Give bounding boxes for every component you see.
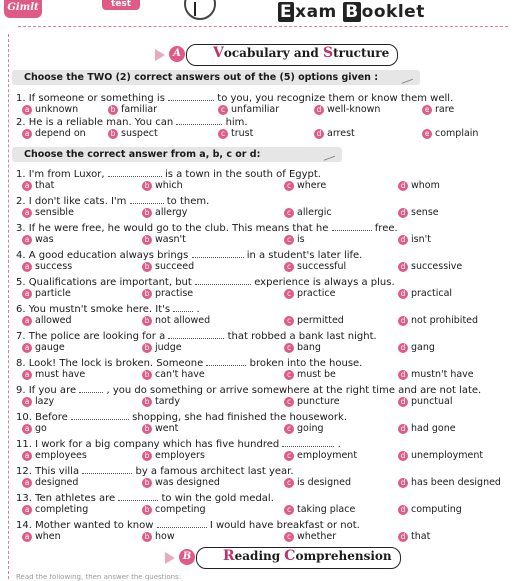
option-text: wasn't xyxy=(155,234,186,245)
option-letter-badge: c xyxy=(284,262,294,272)
option-a[interactable] xyxy=(22,104,78,116)
option-letter-badge: c xyxy=(284,289,294,299)
answer-blank xyxy=(206,357,246,366)
option-letter-badge: a xyxy=(22,451,32,461)
option-text: is xyxy=(297,234,305,245)
instruction-text: Choose the TWO (2) correct answers out of the (5) options given : xyxy=(24,72,379,83)
option-b[interactable] xyxy=(142,423,178,435)
answer-blank xyxy=(168,330,224,339)
question-number: 2. xyxy=(16,196,26,207)
question-stem-end: broken into the house. xyxy=(249,358,363,369)
answer-blank xyxy=(332,222,372,231)
option-c[interactable] xyxy=(284,423,324,435)
option-text: went xyxy=(155,423,179,434)
arrow-icon xyxy=(165,552,175,564)
option-text: was designed xyxy=(155,477,220,488)
question-stem-start: He is a reliable man. You can xyxy=(28,117,174,128)
option-text: taking place xyxy=(297,504,356,515)
option-text: going xyxy=(297,423,324,434)
answer-blank xyxy=(130,195,164,204)
option-a[interactable] xyxy=(22,450,87,462)
option-letter-badge: d xyxy=(398,478,408,488)
option-letter-badge: e xyxy=(422,105,432,115)
answer-blank xyxy=(192,249,244,258)
question-number: 4. xyxy=(16,250,26,261)
option-letter-badge: a xyxy=(22,181,32,191)
option-a[interactable] xyxy=(22,128,86,140)
question-stem-end: that robbed a bank last night. xyxy=(227,331,377,342)
option-c[interactable] xyxy=(284,504,355,516)
option-text: rare xyxy=(435,104,455,115)
option-text: success xyxy=(35,261,73,272)
divider-left xyxy=(8,34,9,579)
binder-ring-pin-icon xyxy=(194,2,196,16)
option-letter-badge: a xyxy=(22,129,32,139)
option-text: that xyxy=(411,531,431,542)
option-e[interactable] xyxy=(422,128,478,140)
option-letter-badge: b xyxy=(142,478,152,488)
option-c[interactable] xyxy=(284,369,336,381)
option-d[interactable] xyxy=(398,261,462,273)
option-b[interactable] xyxy=(142,180,183,192)
option-text: successful xyxy=(297,261,347,272)
option-d[interactable] xyxy=(398,315,478,327)
question-stem-start: This villa xyxy=(35,466,80,477)
test-tab: test xyxy=(102,0,140,10)
option-letter-badge: c xyxy=(284,478,294,488)
option-letter-badge: c xyxy=(284,343,294,353)
option-text: employees xyxy=(35,450,87,461)
answer-blank xyxy=(82,465,132,474)
question-number: 2. xyxy=(16,117,26,128)
option-letter-badge: d xyxy=(398,451,408,461)
option-text: must be xyxy=(297,369,336,380)
option-letter-badge: b xyxy=(142,397,152,407)
option-letter-badge: a xyxy=(22,316,32,326)
option-a[interactable] xyxy=(22,477,78,489)
question-stem-end: , you do something or arrive somewhere at the right time and are not late. xyxy=(106,385,482,396)
option-c[interactable] xyxy=(284,477,351,489)
answer-blank xyxy=(173,303,193,312)
option-letter-badge: a xyxy=(22,370,32,380)
option-text: where xyxy=(297,180,327,191)
option-letter-badge: c xyxy=(218,129,228,139)
option-text: employers xyxy=(155,450,205,461)
option-letter-badge: b xyxy=(142,208,152,218)
option-d[interactable] xyxy=(398,423,456,435)
option-text: judge xyxy=(155,342,182,353)
question-number: 12. xyxy=(16,466,32,477)
option-text: gauge xyxy=(35,342,65,353)
option-d[interactable] xyxy=(398,180,440,192)
option-text: particle xyxy=(35,288,71,299)
option-letter-badge: b xyxy=(142,289,152,299)
question-stem-end: shopping, she had finished the housework. xyxy=(132,412,347,423)
option-text: unknown xyxy=(35,104,79,115)
option-c[interactable] xyxy=(284,342,321,354)
option-letter-badge: d xyxy=(314,105,324,115)
answer-blank xyxy=(168,92,214,101)
option-text: allowed xyxy=(35,315,72,326)
option-letter-badge: b xyxy=(142,235,152,245)
option-letter-badge: e xyxy=(422,129,432,139)
option-letter-badge: d xyxy=(398,235,408,245)
option-text: arrest xyxy=(327,128,355,139)
option-letter-badge: a xyxy=(22,343,32,353)
answer-blank xyxy=(79,384,103,393)
option-text: isn't xyxy=(411,234,431,245)
option-text: not allowed xyxy=(155,315,211,326)
instruction-bar-2 xyxy=(12,147,342,162)
option-b[interactable] xyxy=(142,531,175,543)
option-letter-badge: c xyxy=(284,370,294,380)
section-letter-badge: A xyxy=(169,46,185,62)
option-text: succeed xyxy=(155,261,195,272)
option-text: unemployment xyxy=(411,450,484,461)
option-text: punctual xyxy=(411,396,453,407)
option-text: go xyxy=(35,423,47,434)
question-stem-end: him. xyxy=(225,117,248,128)
option-text: unfamiliar xyxy=(231,104,280,115)
option-letter-badge: b xyxy=(142,343,152,353)
question-number: 14. xyxy=(16,520,32,531)
option-text: must have xyxy=(35,369,86,380)
section-a-heading: A Vocabulary and Structure xyxy=(186,44,398,66)
option-d[interactable] xyxy=(398,342,435,354)
option-text: had gone xyxy=(411,423,456,434)
option-letter-badge: c xyxy=(284,451,294,461)
instruction-bar-1 xyxy=(12,70,420,85)
option-text: computing xyxy=(411,504,462,515)
option-c[interactable] xyxy=(284,531,336,543)
option-letter-badge: c xyxy=(284,208,294,218)
answer-blank xyxy=(195,276,251,285)
question-stem-start: Qualifications are important, but xyxy=(28,277,192,288)
option-text: practice xyxy=(297,288,336,299)
reading-instruction-cut: Read the following, then answer the questions: xyxy=(16,574,182,581)
question-stem-start: Mother wanted to know xyxy=(35,520,154,531)
option-a[interactable] xyxy=(22,315,72,327)
question-stem-start: A good education always brings xyxy=(28,250,189,261)
question-text xyxy=(16,276,395,289)
option-letter-badge: d xyxy=(398,208,408,218)
option-letter-badge: d xyxy=(398,505,408,515)
answer-blank xyxy=(282,438,334,447)
title-word-booklet-rest: ooklet xyxy=(361,2,425,22)
option-d[interactable] xyxy=(398,531,430,543)
question-stem-end: . xyxy=(196,304,200,315)
question-stem-end: free. xyxy=(374,223,398,234)
question-text xyxy=(16,222,398,235)
option-a[interactable] xyxy=(22,531,61,543)
option-letter-badge: d xyxy=(398,397,408,407)
option-a[interactable] xyxy=(22,369,85,381)
option-letter-badge: b xyxy=(142,505,152,515)
option-text: bang xyxy=(297,342,321,353)
option-d[interactable] xyxy=(314,128,355,140)
question-number: 11. xyxy=(16,439,32,450)
option-text: allergic xyxy=(297,207,332,218)
question-number: 8. xyxy=(16,358,26,369)
option-b[interactable] xyxy=(142,477,220,489)
option-b[interactable] xyxy=(142,315,210,327)
option-b[interactable] xyxy=(142,504,206,516)
title-initial-b: B xyxy=(345,2,359,22)
option-b[interactable] xyxy=(142,288,193,300)
option-letter-badge: a xyxy=(22,532,32,542)
pen-icon xyxy=(399,71,413,84)
option-letter-badge: d xyxy=(398,424,408,434)
option-letter-badge: c xyxy=(284,532,294,542)
pen-icon xyxy=(321,148,335,161)
question-stem-end: . xyxy=(337,439,341,450)
option-d[interactable] xyxy=(398,234,431,246)
question-stem-end: to win the gold medal. xyxy=(161,493,274,504)
option-c[interactable] xyxy=(218,104,279,116)
answer-blank xyxy=(157,519,207,528)
option-text: when xyxy=(35,531,61,542)
question-stem-start: I work for a big company which has five hundred xyxy=(35,439,280,450)
option-a[interactable] xyxy=(22,207,74,219)
option-c[interactable] xyxy=(284,234,305,246)
question-stem-start: Look! The lock is broken. Someone xyxy=(28,358,204,369)
option-letter-badge: b xyxy=(142,532,152,542)
option-a[interactable] xyxy=(22,261,72,273)
option-letter-badge: a xyxy=(22,505,32,515)
option-letter-badge: b xyxy=(142,370,152,380)
question-number: 1. xyxy=(16,169,26,180)
option-letter-badge: d xyxy=(398,532,408,542)
option-c[interactable] xyxy=(284,450,357,462)
option-a[interactable] xyxy=(22,234,54,246)
question-stem-start: If someone or something is xyxy=(28,93,165,104)
question-stem-end: to you, you recognize them or know them well. xyxy=(217,93,454,104)
option-letter-badge: a xyxy=(22,478,32,488)
option-c[interactable] xyxy=(284,288,335,300)
option-letter-badge: a xyxy=(22,208,32,218)
option-b[interactable] xyxy=(108,104,157,116)
question-number: 9. xyxy=(16,385,26,396)
option-text: has been designed xyxy=(411,477,501,488)
option-text: how xyxy=(155,531,175,542)
option-text: was xyxy=(35,234,54,245)
question-stem-start: Ten athletes are xyxy=(35,493,116,504)
option-c[interactable] xyxy=(284,396,340,408)
option-letter-badge: c xyxy=(218,105,228,115)
option-d[interactable] xyxy=(398,450,483,462)
option-letter-badge: b xyxy=(108,129,118,139)
option-text: successive xyxy=(411,261,463,272)
brand-logo: Gimlt xyxy=(4,0,42,18)
booklet-title xyxy=(278,2,425,22)
option-letter-badge: a xyxy=(22,397,32,407)
option-text: familiar xyxy=(121,104,158,115)
option-a[interactable] xyxy=(22,288,71,300)
instruction-text: Choose the correct answer from a, b, c or d: xyxy=(24,149,261,160)
option-a[interactable] xyxy=(22,180,54,192)
question-stem-start: I don't like cats. I'm xyxy=(28,196,127,207)
divider-top xyxy=(18,26,508,27)
title-word-exam-rest: xam xyxy=(295,2,337,22)
option-letter-badge: c xyxy=(284,316,294,326)
title-initial-e: E xyxy=(280,2,293,22)
option-text: lazy xyxy=(35,396,55,407)
option-letter-badge: d xyxy=(314,129,324,139)
option-text: completing xyxy=(35,504,89,515)
question-number: 13. xyxy=(16,493,32,504)
question-stem-end: I would have breakfast or not. xyxy=(209,520,360,531)
option-letter-badge: b xyxy=(142,262,152,272)
option-text: designed xyxy=(35,477,79,488)
option-text: is designed xyxy=(297,477,351,488)
option-text: complain xyxy=(435,128,479,139)
question-number: 1. xyxy=(16,93,26,104)
option-letter-badge: c xyxy=(284,397,294,407)
section-b-heading: B Reading Comprehension xyxy=(196,547,401,569)
question-text xyxy=(16,330,377,343)
option-a[interactable] xyxy=(22,423,47,435)
option-text: practical xyxy=(411,288,453,299)
option-c[interactable] xyxy=(284,180,326,192)
option-c[interactable] xyxy=(284,207,332,219)
question-stem-end: in a student's later life. xyxy=(246,250,363,261)
question-stem-start: If he were free, he would go to the club. This means that he xyxy=(28,223,329,234)
option-c[interactable] xyxy=(284,261,346,273)
option-b[interactable] xyxy=(142,369,205,381)
option-text: trust xyxy=(231,128,254,139)
option-e[interactable] xyxy=(422,104,454,116)
option-letter-badge: a xyxy=(22,424,32,434)
option-text: can't have xyxy=(155,369,205,380)
question-number: 7. xyxy=(16,331,26,342)
section-letter-badge: B xyxy=(179,549,195,565)
option-d[interactable] xyxy=(398,207,439,219)
question-number: 10. xyxy=(16,412,32,423)
option-text: depend on xyxy=(35,128,86,139)
option-d[interactable] xyxy=(398,504,462,516)
option-letter-badge: a xyxy=(22,105,32,115)
option-letter-badge: d xyxy=(398,370,408,380)
option-letter-badge: d xyxy=(398,316,408,326)
question-number: 6. xyxy=(16,304,26,315)
option-letter-badge: a xyxy=(22,289,32,299)
page-header xyxy=(0,0,522,28)
option-b[interactable] xyxy=(142,261,194,273)
option-text: gang xyxy=(411,342,435,353)
question-stem-start: The police are looking for a xyxy=(28,331,166,342)
option-letter-badge: b xyxy=(142,424,152,434)
option-d[interactable] xyxy=(398,477,501,489)
option-text: not prohibited xyxy=(411,315,479,326)
option-letter-badge: d xyxy=(398,262,408,272)
option-letter-badge: b xyxy=(142,451,152,461)
question-stem-end: is a town in the south of Egypt. xyxy=(164,169,321,180)
question-number: 3. xyxy=(16,223,26,234)
option-d[interactable] xyxy=(398,396,453,408)
option-text: competing xyxy=(155,504,206,515)
arrow-icon xyxy=(155,49,165,61)
option-text: whom xyxy=(411,180,440,191)
option-c[interactable] xyxy=(218,128,253,140)
question-stem-end: by a famous architect last year. xyxy=(135,466,294,477)
option-text: which xyxy=(155,180,183,191)
binder-ring-icon xyxy=(184,0,216,20)
option-a[interactable] xyxy=(22,396,54,408)
option-text: suspect xyxy=(121,128,158,139)
option-d[interactable] xyxy=(314,104,380,116)
answer-blank xyxy=(118,492,158,501)
option-text: allergy xyxy=(155,207,188,218)
option-d[interactable] xyxy=(398,369,474,381)
answer-blank xyxy=(108,168,162,177)
option-text: whether xyxy=(297,531,337,542)
option-b[interactable] xyxy=(142,450,205,462)
option-text: sense xyxy=(411,207,439,218)
answer-blank xyxy=(71,411,129,420)
option-letter-badge: d xyxy=(398,181,408,191)
option-letter-badge: a xyxy=(22,262,32,272)
question-stem-start: You mustn't smoke here. It's xyxy=(28,304,171,315)
option-c[interactable] xyxy=(284,315,344,327)
option-text: well-known xyxy=(327,104,381,115)
question-stem-end: to them. xyxy=(166,196,210,207)
question-number: 5. xyxy=(16,277,26,288)
option-text: mustn't have xyxy=(411,369,474,380)
question-stem-end: experience is always a plus. xyxy=(254,277,395,288)
option-b[interactable] xyxy=(142,207,187,219)
option-b[interactable] xyxy=(108,128,158,140)
option-b[interactable] xyxy=(142,396,180,408)
option-a[interactable] xyxy=(22,342,65,354)
option-text: tardy xyxy=(155,396,180,407)
option-letter-badge: c xyxy=(284,505,294,515)
option-a[interactable] xyxy=(22,504,88,516)
option-text: permitted xyxy=(297,315,344,326)
option-letter-badge: b xyxy=(142,316,152,326)
option-letter-badge: c xyxy=(284,181,294,191)
option-text: employment xyxy=(297,450,358,461)
option-text: puncture xyxy=(297,396,340,407)
answer-blank xyxy=(176,116,222,125)
option-text: sensible xyxy=(35,207,74,218)
option-b[interactable] xyxy=(142,234,186,246)
question-stem-start: If you are xyxy=(28,385,77,396)
option-letter-badge: c xyxy=(284,235,294,245)
option-letter-badge: b xyxy=(108,105,118,115)
question-stem-start: I'm from Luxor, xyxy=(28,169,105,180)
question-stem-start: Before xyxy=(35,412,68,423)
option-d[interactable] xyxy=(398,288,452,300)
option-letter-badge: a xyxy=(22,235,32,245)
option-text: practise xyxy=(155,288,194,299)
option-b[interactable] xyxy=(142,342,182,354)
option-text: that xyxy=(35,180,55,191)
option-letter-badge: c xyxy=(284,424,294,434)
option-letter-badge: d xyxy=(398,343,408,353)
option-letter-badge: d xyxy=(398,289,408,299)
option-letter-badge: b xyxy=(142,181,152,191)
